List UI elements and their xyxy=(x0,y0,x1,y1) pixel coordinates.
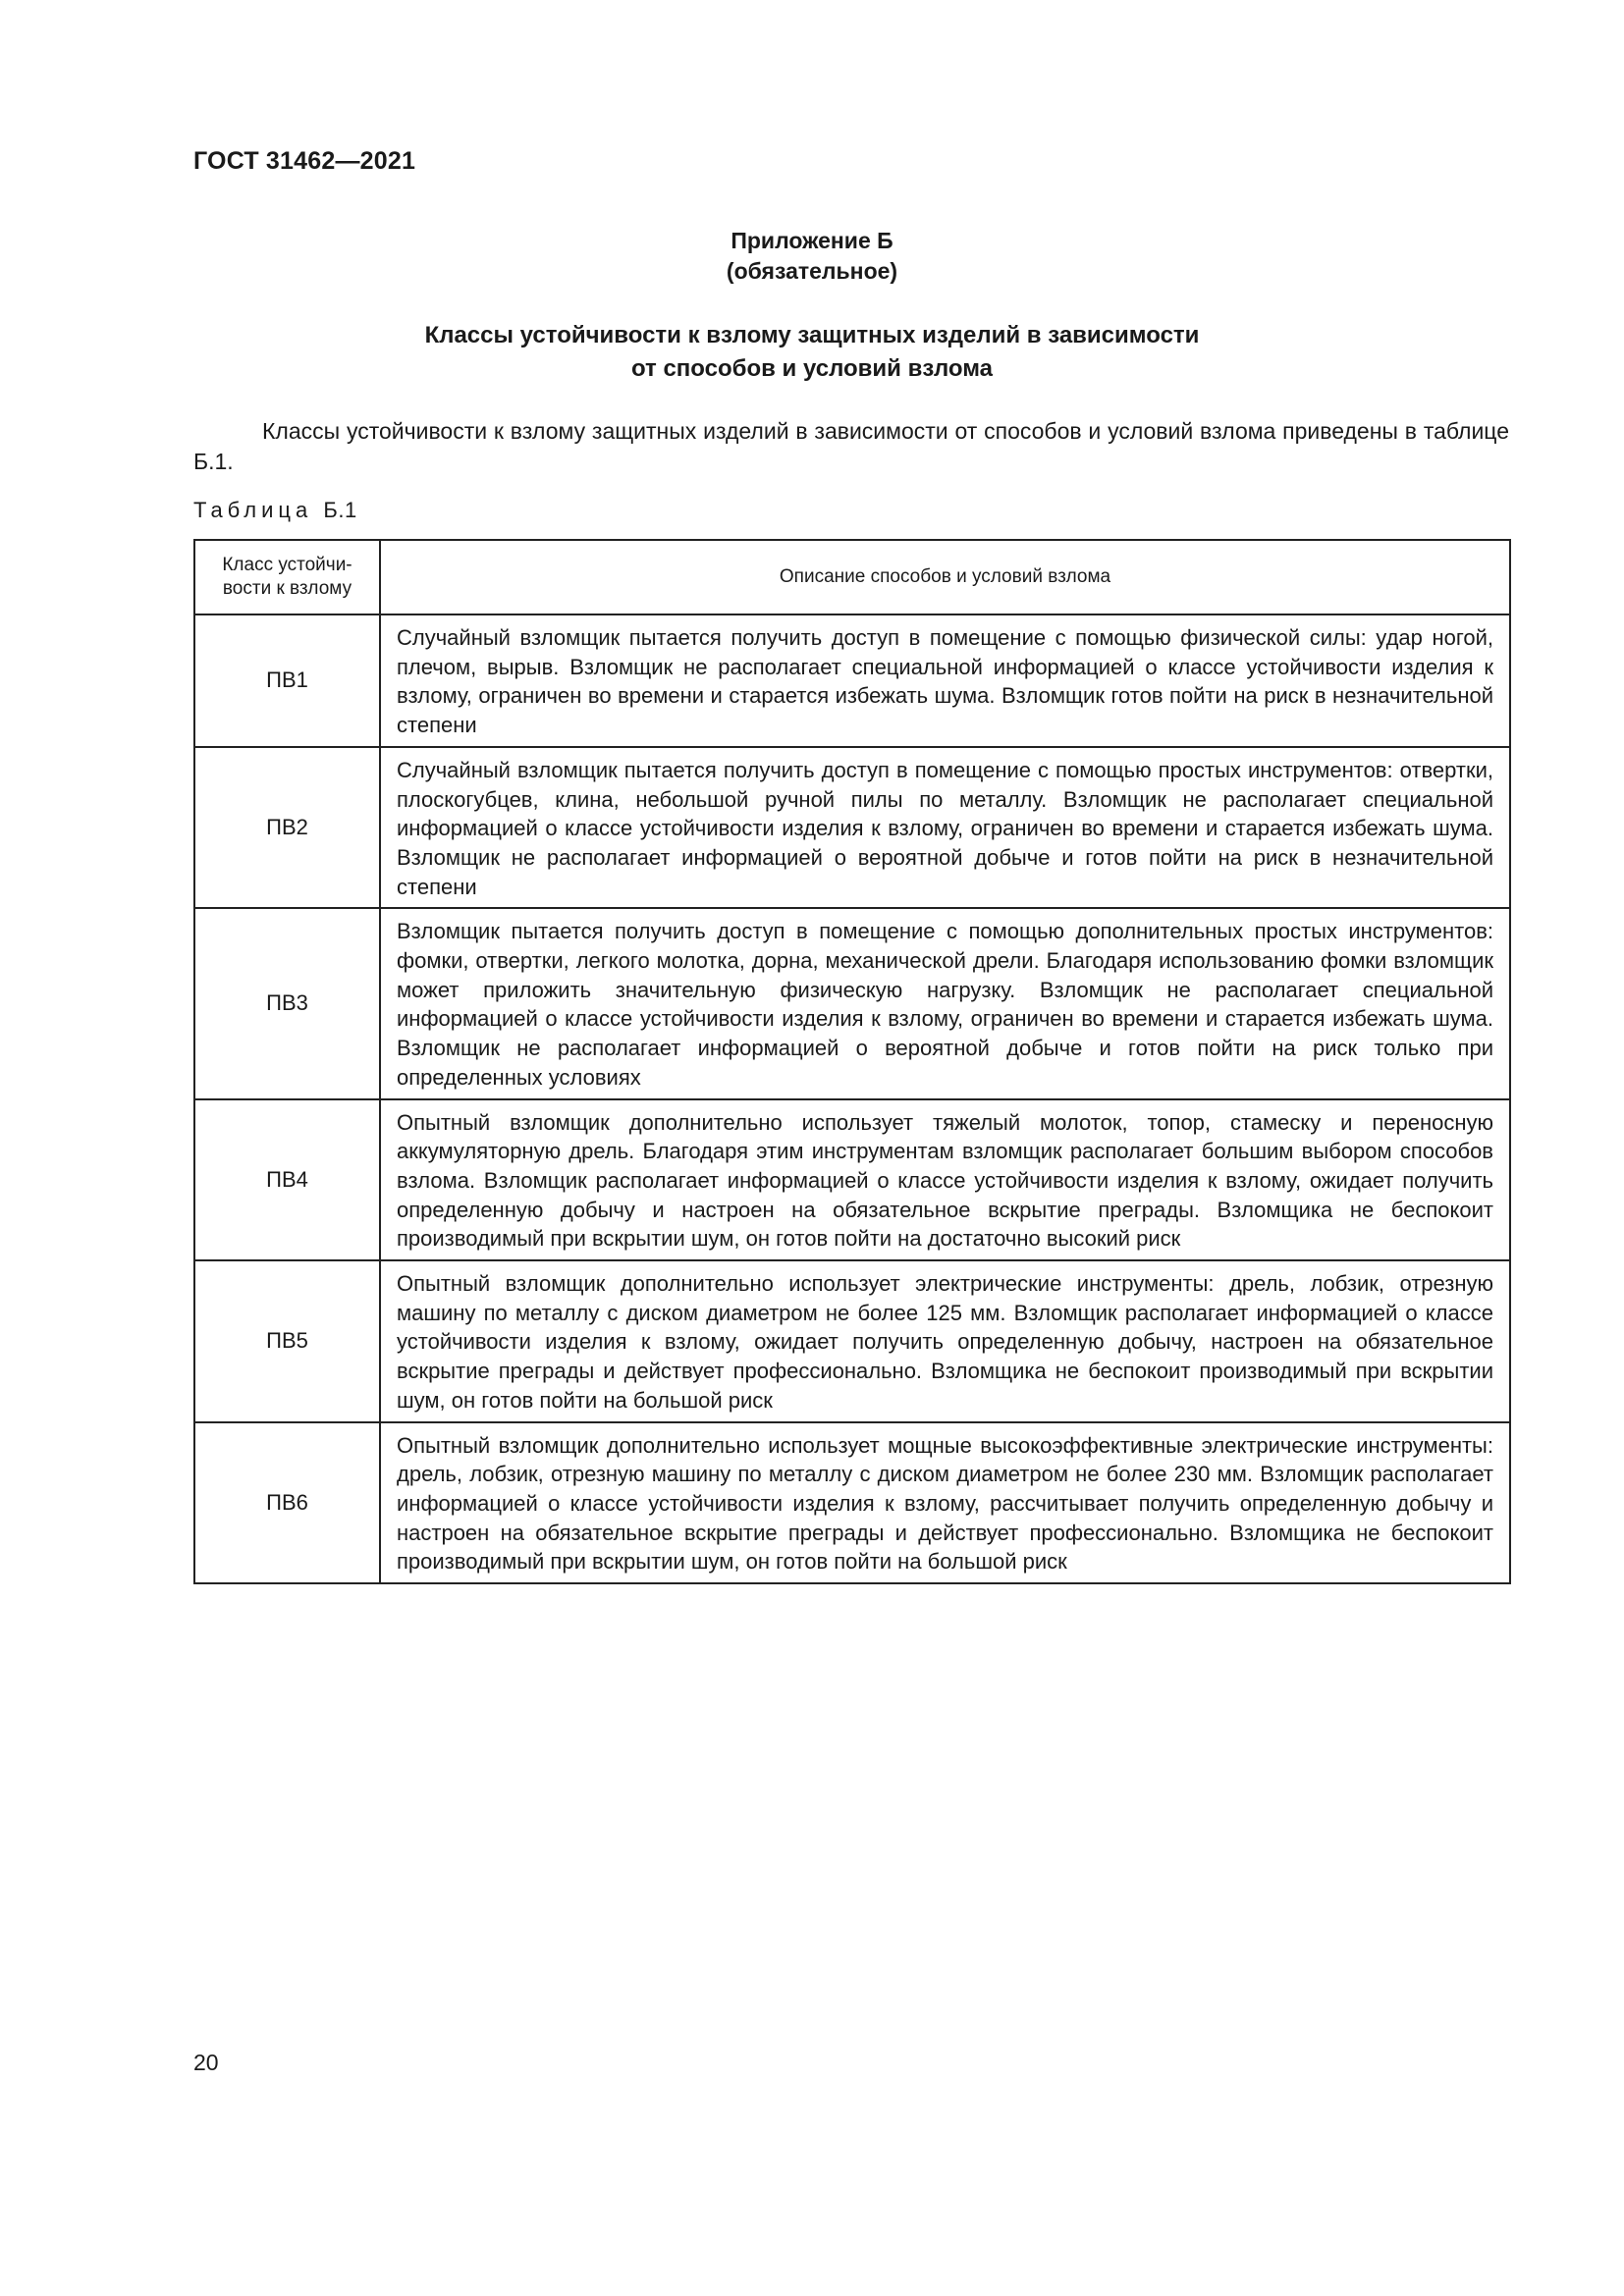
description-cell: Случайный взломщик пытается получить доступ в помещение с помощью физической силы: удар ногой, плечом, вырыв. Взломщик не располагает специальной информацией о классе устойчивости изделия к взлому, ограничен во времени и старается избежать шума. Взломщик готов пойти на риск в незначительной степени xyxy=(380,614,1510,747)
class-cell: ПВ5 xyxy=(194,1260,380,1422)
intro-paragraph xyxy=(193,416,1509,477)
table-header-row xyxy=(194,540,1510,614)
description-cell: Случайный взломщик пытается получить доступ в помещение с помощью простых инструментов: отвертки, плоскогубцев, клина, небольшой ручной пилы по металлу. Взломщик не располагает специальной информацией о классе устойчивости изделия к взлому, ограничен во времени и старается избежать шума. Взломщик не располагает информацией о вероятной добыче и готов пойти на риск в незначительной степени xyxy=(380,747,1510,909)
class-cell: ПВ1 xyxy=(194,614,380,747)
header-class-column xyxy=(194,540,380,614)
description-cell: Опытный взломщик дополнительно использует тяжелый молоток, топор, стамеску и переносную аккумуляторную дрель. Благодаря этим инструментам взломщик располагает большим выбором способов взлома. Взломщик располагает информацией о классе устойчивости изделия к взлому, ожидает получить определенную добычу и настроен на обязательное вскрытие преграды. Взломщика не беспокоит производимый при вскрытии шум, он готов пойти на достаточно высокий риск xyxy=(380,1099,1510,1261)
header-description-column: Описание способов и условий взлома xyxy=(380,540,1510,614)
table-row xyxy=(194,747,1510,909)
table-row xyxy=(194,614,1510,747)
document-code: ГОСТ 31462—2021 xyxy=(193,147,416,175)
page-number: 20 xyxy=(193,2050,219,2075)
table-label-number: Б.1 xyxy=(323,498,357,522)
header-class-line: Класс устойчи- xyxy=(222,555,352,575)
table-row xyxy=(194,1422,1510,1584)
main-title-line: от способов и условий взлома xyxy=(630,355,994,382)
class-cell: ПВ6 xyxy=(194,1422,380,1584)
table-row xyxy=(194,1260,1510,1422)
description-cell: Взломщик пытается получить доступ в помещение с помощью дополнительных простых инструментов: фомки, отвертки, легкого молотка, дорна, механической дрели. Благодаря использованию фомки взломщик может приложить значительную физическую нагрузку. Взломщик не располагает специальной информацией о классе устойчивости изделия к взлому, ограничен во времени и старается избежать шума. Взломщик не располагает информацией о вероятной добыче и готов пойти на риск только при определенных условиях xyxy=(380,908,1510,1098)
main-title xyxy=(0,319,1624,386)
description-cell: Опытный взломщик дополнительно использует мощные высокоэффективные электрические инструменты: дрель, лобзик, отрезную машину по металлу с диском диаметром не более 230 мм. Взломщик располагает информацией о классе устойчивости изделия к взлому, рассчитывает получить определенную добычу и настроен на обязательное вскрытие преграды и действует профессионально. Взломщика не беспокоит производимый при вскрытии шум, он готов пойти на большой риск xyxy=(380,1422,1510,1584)
class-cell: ПВ3 xyxy=(194,908,380,1098)
class-cell: ПВ2 xyxy=(194,747,380,909)
appendix-title: Приложение Б xyxy=(731,228,893,253)
class-cell: ПВ4 xyxy=(194,1099,380,1261)
table-label xyxy=(193,498,357,523)
table-row xyxy=(194,908,1510,1098)
table-label-word: Таблица xyxy=(193,498,313,522)
description-cell: Опытный взломщик дополнительно использует электрические инструменты: дрель, лобзик, отрезную машину по металлу с диском диаметром не более 125 мм. Взломщик располагает информацией о классе устойчивости изделия к взлому, ожидает получить определенную добычу, настроен на обязательное вскрытие преграды и действует профессионально. Взломщика не беспокоит производимый при вскрытии шум, он готов пойти на большой риск xyxy=(380,1260,1510,1422)
appendix-note: (обязательное) xyxy=(726,258,898,284)
main-title-line: Классы устойчивости к взлому защитных изделий в зависимости xyxy=(424,322,1200,348)
header-class-line: вости к взлому xyxy=(222,578,352,599)
intro-text: Классы устойчивости к взлому защитных изделий в зависимости от способов и условий взлома приведены в таблице Б.1. xyxy=(193,418,1509,474)
table-row xyxy=(194,1099,1510,1261)
resistance-classes-table xyxy=(193,539,1511,1584)
